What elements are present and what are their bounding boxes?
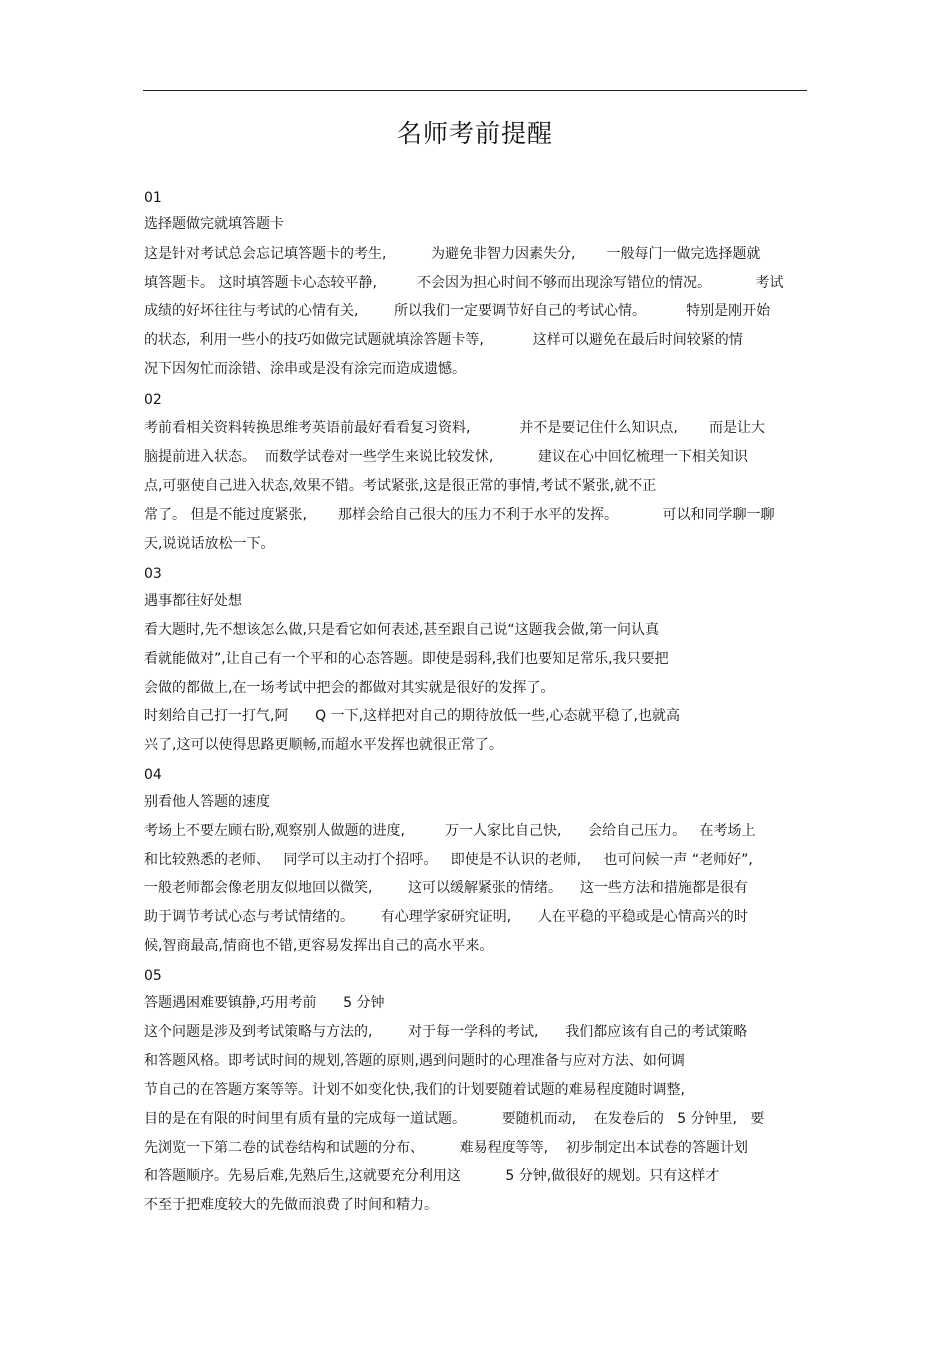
body-line: 这是针对考试总会忘记填答题卡的考生, 为避免非智力因素失分, 一般每门一做完选择题就 [144, 246, 761, 262]
body-line: 天,说说话放松一下。 [144, 536, 275, 552]
document-title: 名师考前提醒 [396, 119, 553, 148]
section-number: 02 [144, 392, 162, 408]
body-line: 和答题顺序。先易后难,先熟后生,这就要充分利用这 5 分钟,做很好的规划。只有这样才 [144, 1168, 720, 1184]
top-rule [143, 90, 807, 91]
body-line: 目的是在有限的时间里有质有量的完成每一道试题。 要随机而动, 在发卷后的 5 分钟里, 要 [144, 1111, 765, 1127]
body-line: 会做的都做上,在一场考试中把会的都做对其实就是很好的发挥了。 [144, 680, 555, 696]
section-number: 04 [144, 767, 162, 783]
section-number: 05 [144, 968, 162, 984]
body-line: 看大题时,先不想该怎么做,只是看它如何表述,甚至跟自己说“这题我会做,第一问认真 [144, 622, 660, 638]
body-line: 况下因匆忙而涂错、涂串或是没有涂完而造成遗憾。 [144, 361, 466, 377]
body-line: 看就能做对”,让自己有一个平和的心态答题。即使是弱科,我们也要知足常乐,我只要把 [144, 651, 669, 667]
body-line: 兴了,这可以使得思路更顺畅,而超水平发挥也就很正常了。 [144, 737, 503, 753]
body-line: 和答题风格。即考试时间的规划,答题的原则,遇到问题时的心理准备与应对方法、如何调 [144, 1053, 685, 1069]
body-line: 脑提前进入状态。 而数学试卷对一些学生来说比较发怵, 建议在心中回忆梳理一下相关知识 [144, 449, 748, 465]
body-line: 和比较熟悉的老师、 同学可以主动打个招呼。 即使是不认识的老师, 也可问候一声 “老师好”, [144, 852, 753, 868]
section-heading: 别看他人答题的速度 [144, 794, 270, 810]
body-line: 考场上不要左顾右盼,观察别人做题的进度, 万一人家比自己快, 会给自己压力。 在考场上 [144, 823, 756, 839]
body-line: 填答题卡。 这时填答题卡心态较平静, 不会因为担心时间不够而出现涂写错位的情况。 考试 [144, 275, 784, 291]
body-line: 时刻给自己打一打气,阿 Q 一下,这样把对自己的期待放低一些,心态就平稳了,也就高 [144, 708, 680, 724]
section-heading: 遇事都往好处想 [144, 593, 242, 609]
body-line: 考前看相关资料转换思维考英语前最好看看复习资料, 并不是要记住什么知识点, 而是让大 [144, 420, 766, 436]
body-line: 这个问题是涉及到考试策略与方法的, 对于每一学科的考试, 我们都应该有自己的考试策略 [144, 1024, 748, 1040]
body-line: 的状态, 利用一些小的技巧如做完试题就填涂答题卡等, 这样可以避免在最后时间较紧的情 [144, 332, 743, 348]
section-number: 01 [144, 190, 162, 206]
body-line: 一般老师都会像老朋友似地回以微笑, 这可以缓解紧张的情绪。 这一些方法和措施都是很有 [144, 880, 748, 896]
body-line: 点,可驱使自己进入状态,效果不错。考试紧张,这是很正常的事情,考试不紧张,就不正 [144, 478, 657, 494]
body-line: 不至于把难度较大的先做而浪费了时间和精力。 [144, 1197, 438, 1213]
section-heading: 选择题做完就填答题卡 [144, 216, 284, 232]
body-line: 节自己的在答题方案等等。计划不如变化快,我们的计划要随着试题的难易程度随时调整, [144, 1082, 685, 1098]
section-heading: 答题遇困难要镇静,巧用考前 5 分钟 [144, 995, 385, 1011]
body-line: 先浏览一下第二卷的试卷结构和试题的分布、 难易程度等等, 初步制定出本试卷的答题计划 [144, 1140, 748, 1156]
body-line: 候,智商最高,情商也不错,更容易发挥出自己的高水平来。 [144, 938, 494, 954]
body-line: 助于调节考试心态与考试情绪的。 有心理学家研究证明, 人在平稳的平稳或是心情高兴的时 [144, 909, 748, 925]
body-line: 成绩的好坏往往与考试的心情有关, 所以我们一定要调节好自己的考试心情。 特别是刚开始 [144, 303, 771, 319]
section-number: 03 [144, 566, 162, 582]
body-line: 常了。 但是不能过度紧张, 那样会给自己很大的压力不利于水平的发挥。 可以和同学聊一聊 [144, 507, 775, 523]
